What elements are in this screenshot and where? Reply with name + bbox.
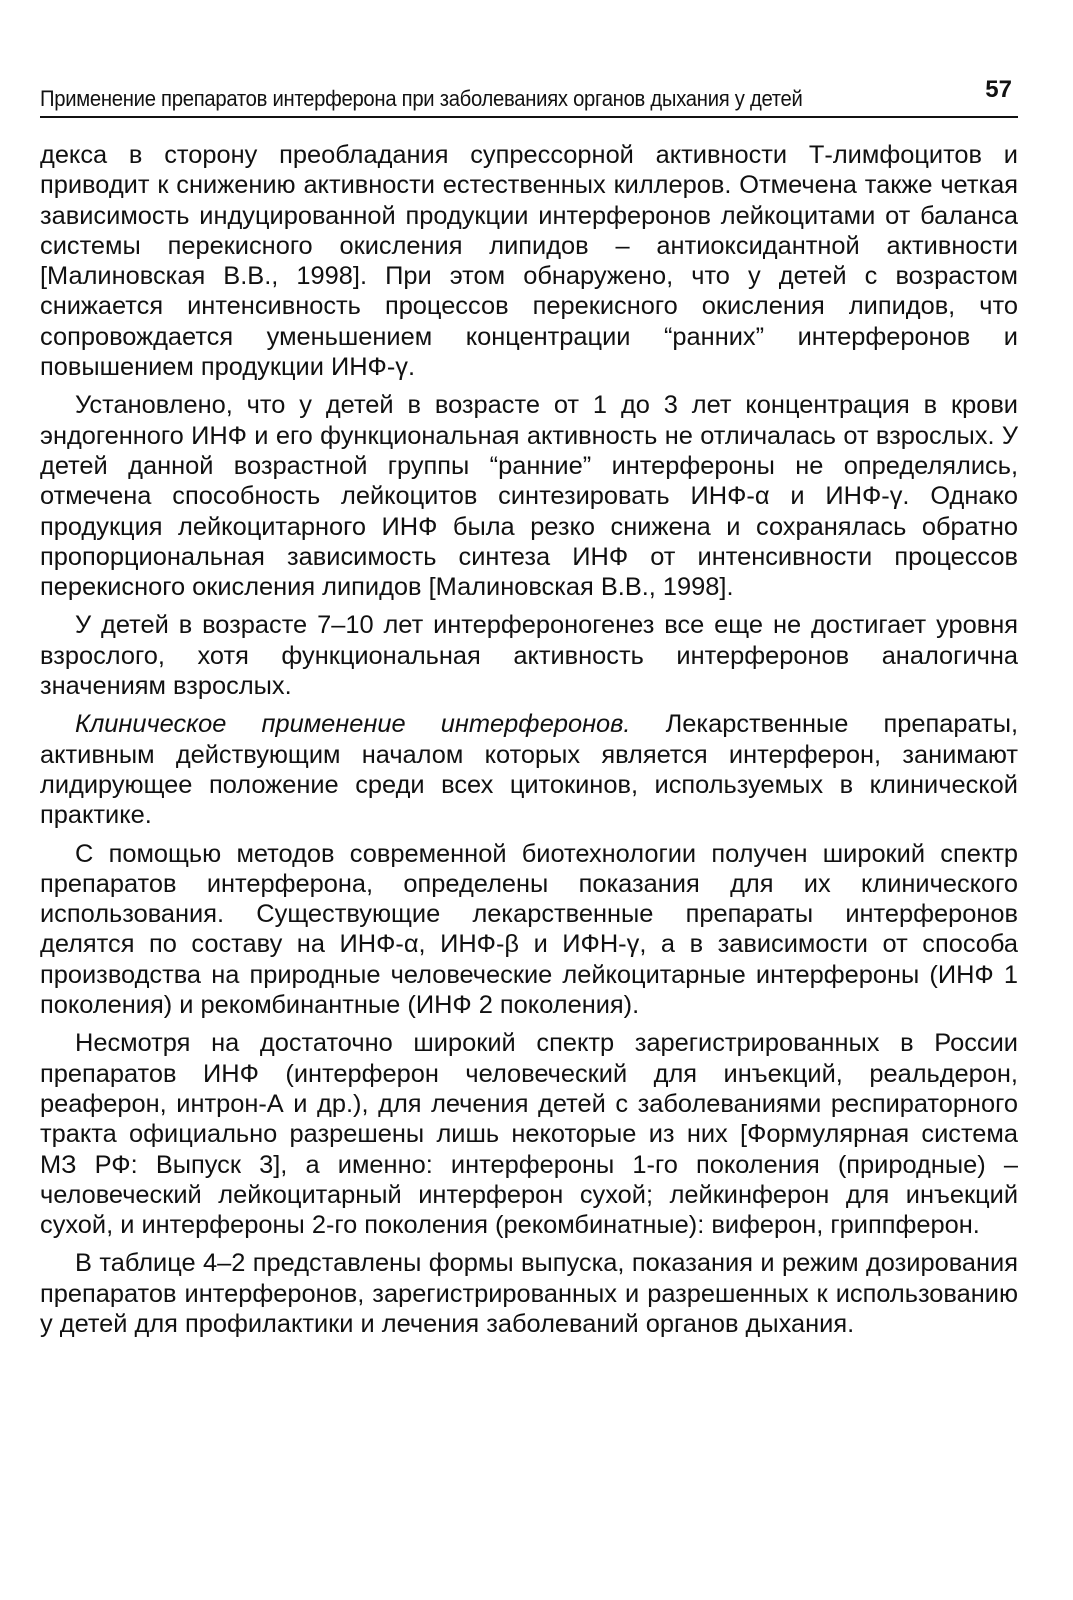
paragraph-clinical-use bbox=[40, 709, 1018, 830]
book-page bbox=[40, 0, 1018, 1600]
paragraph-biotechnology: С помощью методов современной биотехнологии получен широкий спектр препаратов интерферона, определены показания для их клинического использования. Существующие лекарственные препараты интерферонов делятся по составу на ИНФ-α, ИНФ-β и ИФН-γ, а в зависимости от способа производства на природные человеческие лейкоцитарные интерфероны (ИНФ 1 поколения) и рекомбинантные (ИНФ 2 поколения). bbox=[40, 839, 1018, 1020]
paragraph-table-reference: В таблице 4–2 представлены формы выпуска, показания и режим дозирования препаратов интерферонов, зарегистрированных и разрешенных к использованию у детей для профилактики и лечения заболеваний органов дыхания. bbox=[40, 1249, 1018, 1338]
paragraph-age-1-3: Установлено, что у детей в возрасте от 1 до 3 лет концентрация в крови эндогенного ИНФ и его функциональная активность не отличалась от взрослых. У детей данной возрастной группы “ранние” интерфероны не определялись, отмечена способность лейкоцитов синтезировать ИНФ-α и ИНФ-γ. Однако продукция лейкоцитарного ИНФ была резко снижена и сохранялась обратно пропорциональная зависимость синтеза ИНФ от интенсивности процессов перекисного окисления липидов [Малиновская В.В., 1998]. bbox=[40, 391, 1018, 602]
paragraph-continuation: декса в сторону преобладания супрессорной активности Т-лимфоцитов и приводит к снижению активности естественных киллеров. Отмечена также четкая зависимость индуцированной продукции интерферонов лейкоцитами от баланса системы перекисного окисления липидов – антиоксидантной активности [Малиновская В.В., 1998]. При этом обнаружено, что у детей с возрастом снижается интенсивность процессов перекисного окисления липидов, что сопровождается уменьшением концентрации “ранних” интерферонов и повышением продукции ИНФ-γ. bbox=[40, 141, 1018, 382]
paragraph-registered-drugs: Несмотря на достаточно широкий спектр зарегистрированных в России препаратов ИНФ (интерферон человеческий для инъекций, реальдерон, реаферон, интрон-А и др.), для лечения детей с заболеваниями респираторного тракта официально разрешены лишь некоторые из них [Формулярная система МЗ РФ: Выпуск 3], а именно: интерфероны 1-го поколения (природные) – человеческий лейкоцитарный интерферон сухой; лейкинферон для инъекций сухой, и интерфероны 2-го поколения (рекомбинатные): виферон, гриппферон. bbox=[40, 1029, 1018, 1240]
body-text bbox=[40, 140, 1018, 1347]
running-header-title: Применение препаратов интерферона при заболеваниях органов дыхания у детей bbox=[40, 86, 803, 111]
paragraph-age-7-10: У детей в возрасте 7–10 лет интерфероногенез все еще не достигает уровня взрослого, хотя функциональная активность интерферонов аналогична значениям взрослых. bbox=[40, 611, 1018, 701]
page-number: 57 bbox=[985, 76, 1012, 103]
section-lead-italic: Клиническое применение интерферонов. bbox=[75, 710, 631, 739]
paragraph-clinical-use-text: Лекарственные препараты, активным действующим началом которых является интерферон, занимают лидирующее положение среди всех цитокинов, используемых в клинической практике. bbox=[40, 710, 1018, 830]
running-header bbox=[40, 72, 1018, 118]
